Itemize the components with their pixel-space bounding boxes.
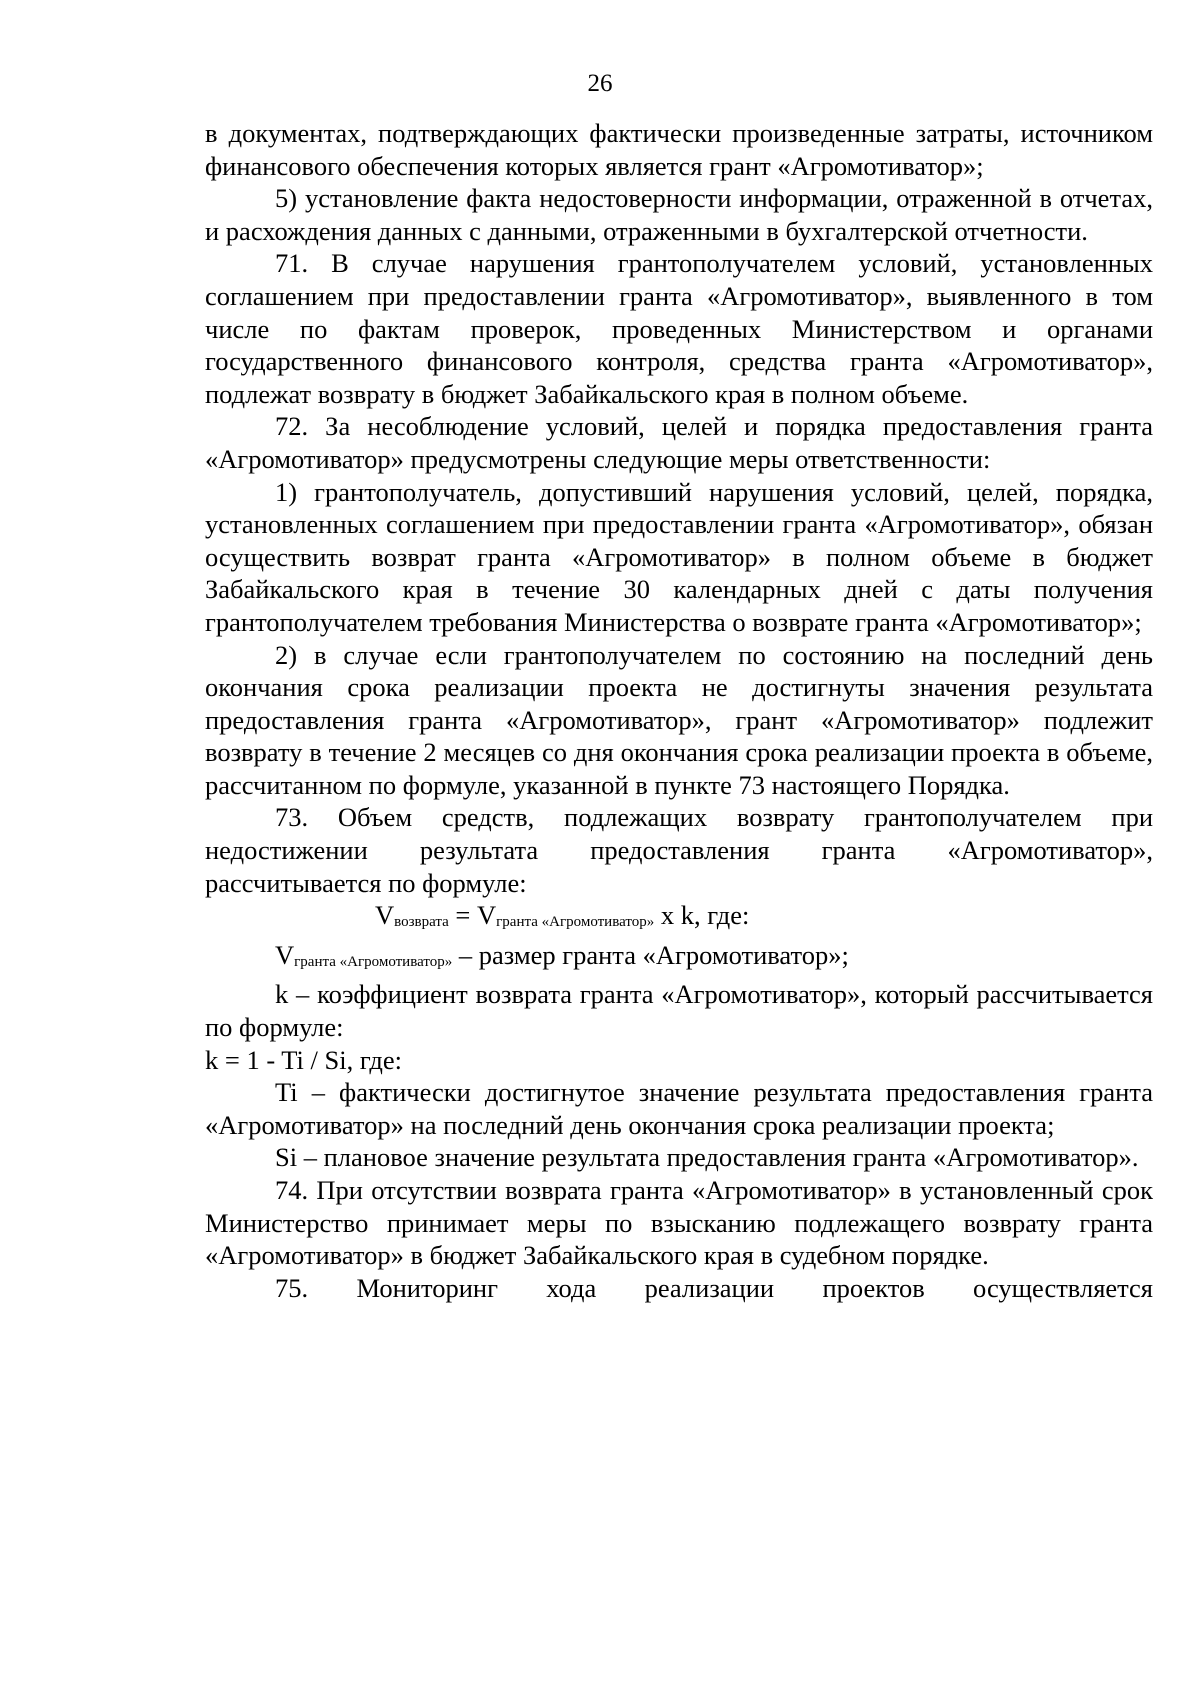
page-number: 26 [587,70,613,97]
formula-variable-si: Si – плановое значение результата предоставления гранта «Агромотиватор». [275,1142,1139,1173]
document-body [205,117,1153,1304]
paragraph-item-5: 5) установление факта недостоверности информации, отраженной в отчетах, и расхождения данных с данными, отраженными в бухгалтерской отчетности. [205,183,1153,246]
formula-return-volume: Vвозврата = Vгранта «Агромотиватор» x k, где: [375,900,750,931]
paragraph-72: 72. За несоблюдение условий, целей и порядка предоставления гранта «Агромотиватор» предусмотрены следующие меры ответственности: [205,411,1153,474]
formula-variable-ti: Ti – фактически достигнутое значение результата предоставления гранта «Агромотиватор» на последний день окончания срока реализации проекта; [205,1077,1153,1140]
paragraph-75: 75. Мониторинг хода реализации проектов осуществляется [275,1272,1153,1303]
paragraph-74: 74. При отсутствии возврата гранта «Агромотиватор» в установленный срок Министерство принимает меры по взысканию подлежащего возврату гранта «Агромотиватор» в бюджет Забайкальского края в судебном порядке. [205,1175,1153,1271]
paragraph-71: 71. В случае нарушения грантополучателем условий, установленных соглашением при предоставлении гранта «Агромотиватор», выявленного в том числе по фактам проверок, проведенных Министерством и органами государственного финансового контроля, средства гранта «Агромотиватор», подлежат возврату в бюджет Забайкальского края в полном объеме. [205,248,1153,409]
paragraph-continuation: в документах, подтверждающих фактически произведенные затраты, источником финансового обеспечения которых является грант «Агромотиватор»; [205,118,1153,181]
paragraph-72-item-2: 2) в случае если грантополучателем по состоянию на последний день окончания срока реализации проекта не достигнуты значения результата предоставления гранта «Агромотиватор», грант «Агромотиватор» подлежит возврату в течение 2 месяцев со дня окончания срока реализации проекта в объеме, рассчитанном по формуле, указанной в пункте 73 настоящего Порядка. [205,639,1153,800]
formula-coefficient-k: k = 1 - Ti / Si, где: [205,1044,403,1075]
paragraph-73: 73. Объем средств, подлежащих возврату грантополучателем при недостижении результата предоставления гранта «Агромотиватор», рассчитывается по формуле: [205,802,1153,898]
formula-variable-k: k – коэффициент возврата гранта «Агромотиватор», который рассчитывается по формуле: [205,979,1153,1043]
formula-variable-v: Vгранта «Агромотиватор» – размер гранта «Агромотиватор»; [275,939,849,970]
paragraph-72-item-1: 1) грантополучатель, допустивший нарушения условий, целей, порядка, установленных соглашением при предоставлении гранта «Агромотиватор», обязан осуществить возврат гранта «Агромотиватор» в полном объеме в бюджет Забайкальского края в течение 30 календарных дней с даты получения грантополучателем требования Министерства о возврате гранта «Агромотиватор»; [205,476,1153,637]
